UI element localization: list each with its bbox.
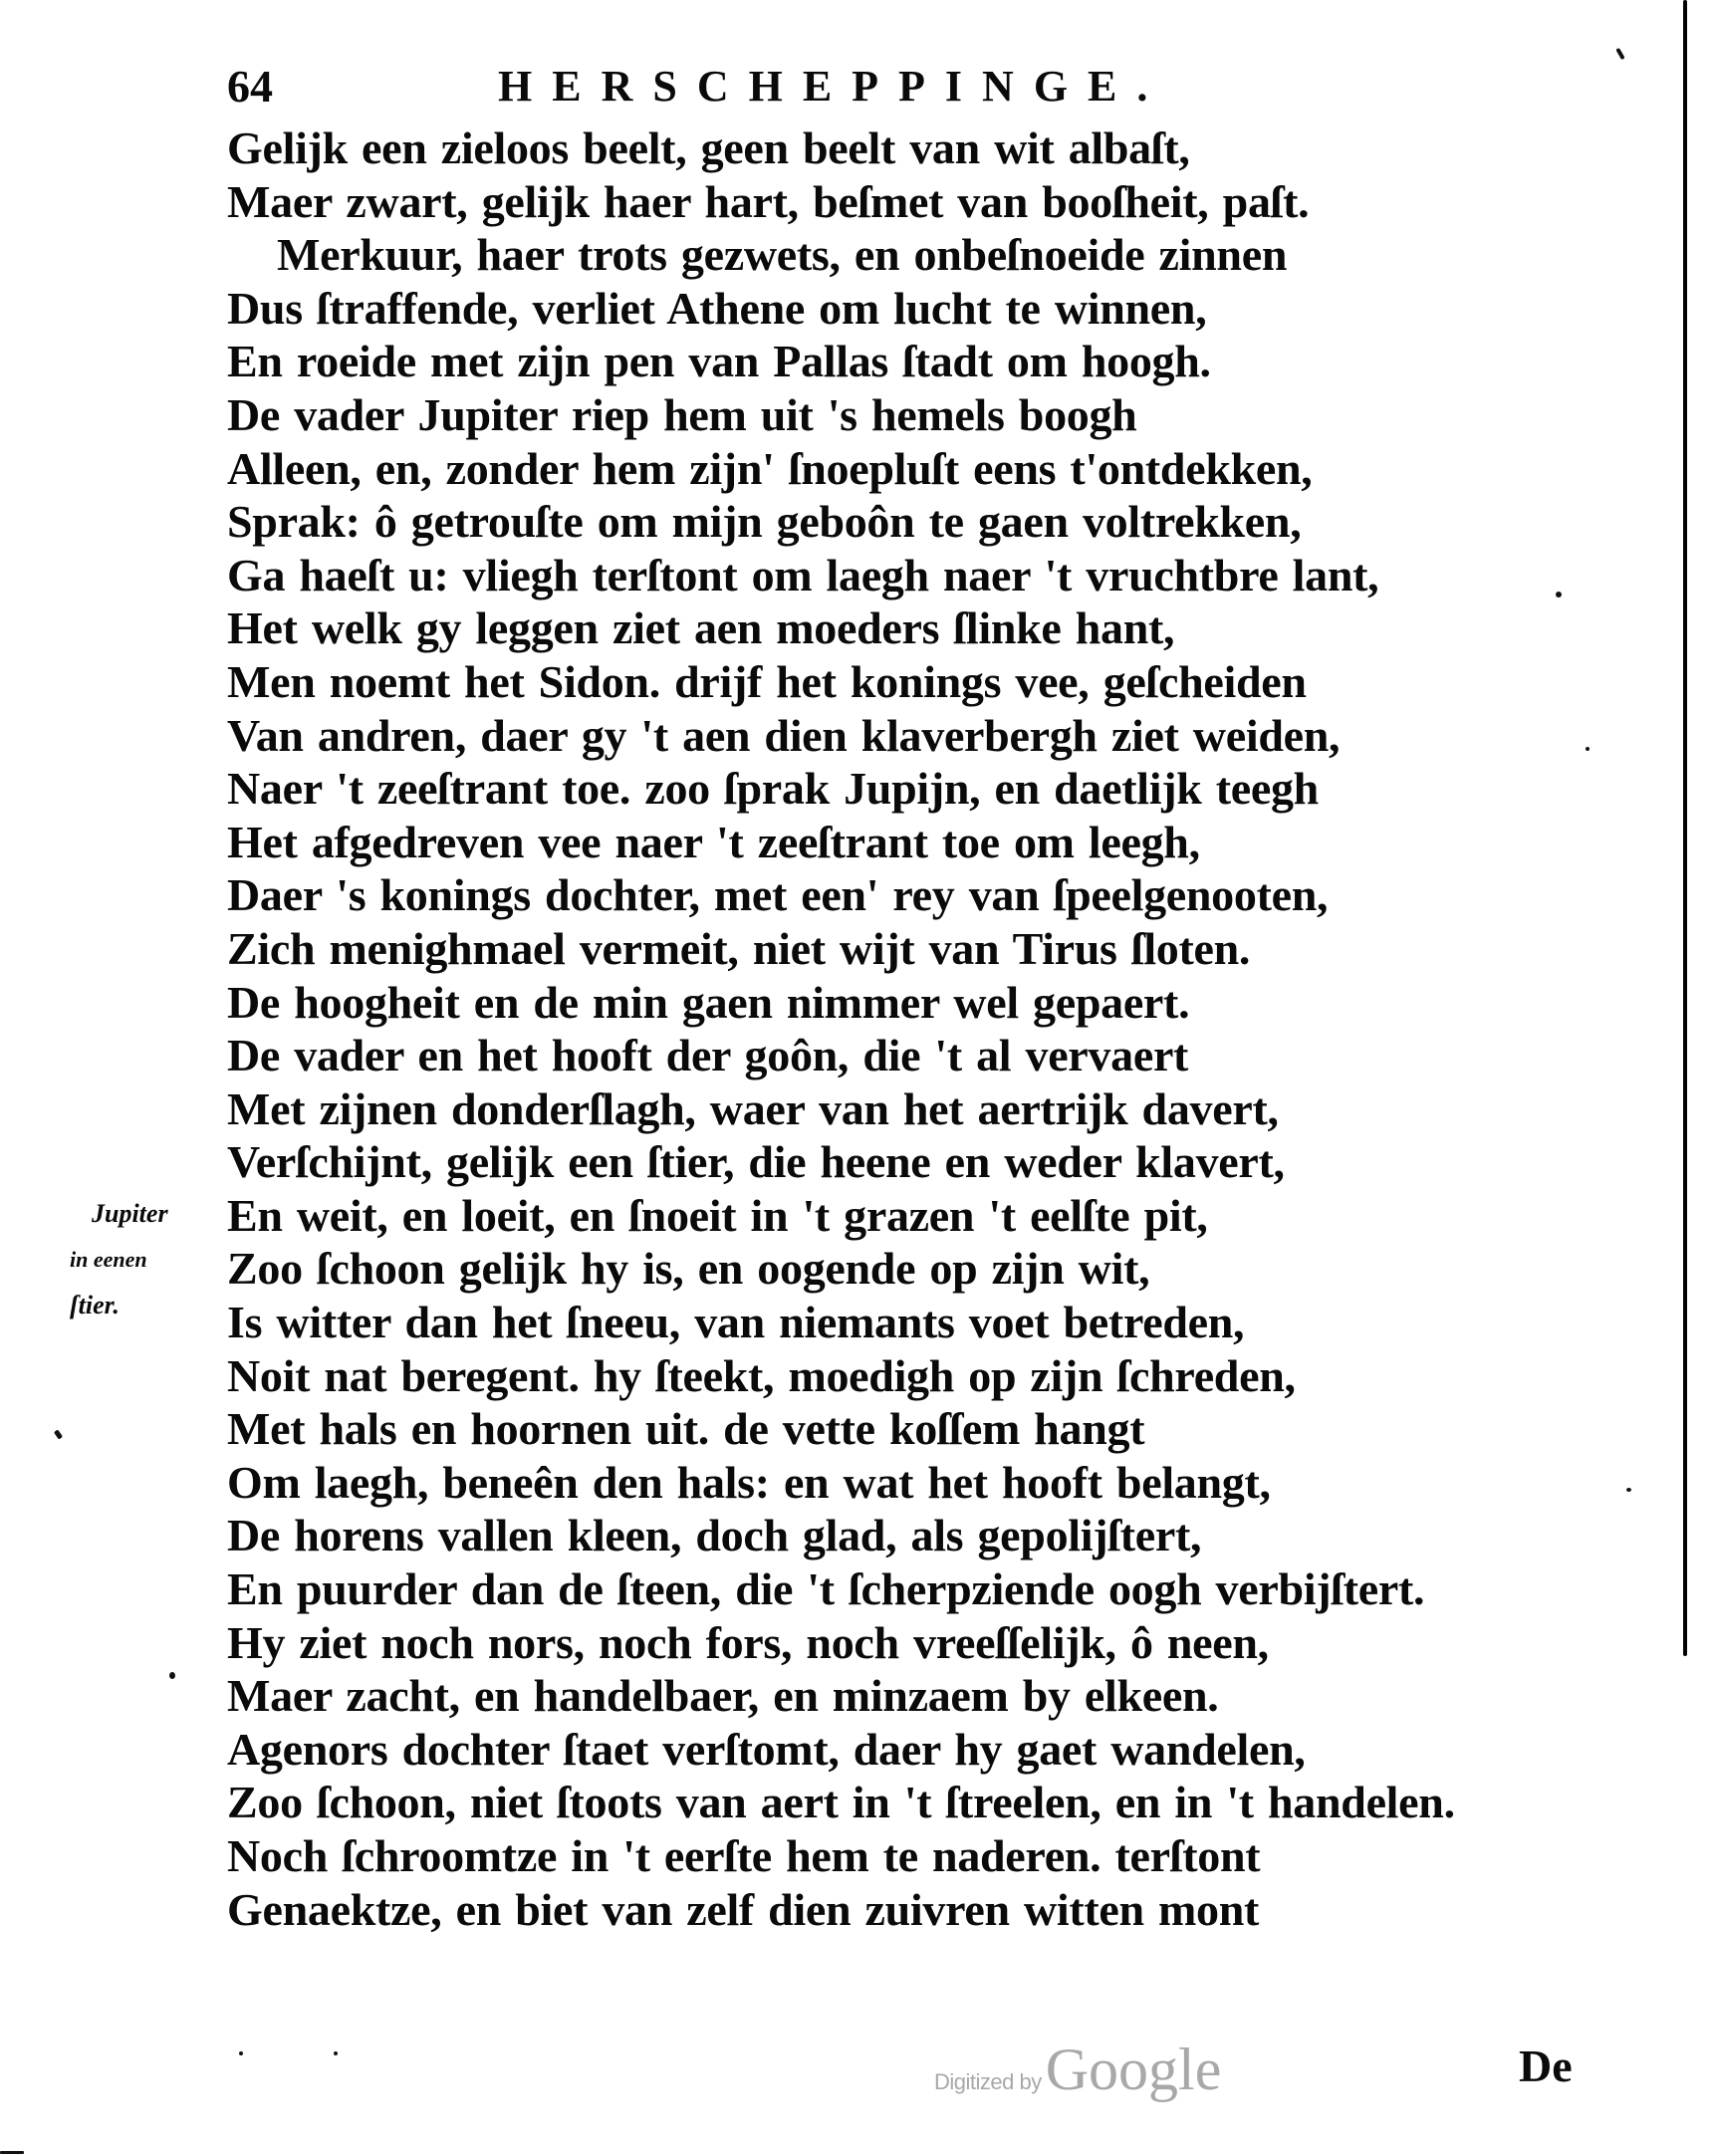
verse-line: Merkuur, haer trots gezwets, en onbeſnoeide zinnen bbox=[277, 229, 1288, 281]
watermark-prefix: Digitized by bbox=[934, 2069, 1042, 2094]
scan-speck bbox=[1626, 1488, 1631, 1492]
verse-line: Noch ſchroomtze in 't eerſte hem te naderen. terſtont bbox=[227, 1830, 1261, 1881]
verse-line: Het welk gy leggen ziet aen moeders ſlinke hant, bbox=[227, 602, 1175, 654]
marginal-note-line: ſtier. bbox=[70, 1291, 120, 1319]
marginal-note-line: in eenen bbox=[70, 1247, 147, 1272]
verse-line: Dus ſtraffende, verliet Athene om lucht te winnen, bbox=[227, 282, 1207, 334]
verse-line: Zoo ſchoon, niet ſtoots van aert in 't ſtreelen, en in 't handelen. bbox=[227, 1777, 1455, 1828]
verse-line: De vader en het hooft der goôn, die 't al vervaert bbox=[227, 1030, 1189, 1081]
verse-line: Alleen, en, zonder hem zijn' ſnoepluſt eens t'ontdekken, bbox=[227, 442, 1313, 494]
verse-line: Naer 't zeeſtrant toe. zoo ſprak Jupijn, en daetlijk teegh bbox=[227, 763, 1319, 815]
scan-speck bbox=[54, 1429, 63, 1439]
verse-line: De hoogheit en de min gaen nimmer wel gepaert. bbox=[227, 976, 1190, 1028]
verse-line: Verſchijnt, gelijk een ſtier, die heene en weder klavert, bbox=[227, 1136, 1285, 1188]
verse-line: En roeide met zijn pen van Pallas ſtadt om hoogh. bbox=[227, 336, 1211, 387]
verse-line: Maer zwart, gelijk haer hart, beſmet van booſheit, paſt. bbox=[227, 175, 1310, 227]
marginal-note bbox=[70, 1191, 219, 1328]
running-title: HERSCHEPPINGE. bbox=[498, 62, 1168, 111]
running-head bbox=[227, 62, 1362, 112]
google-logo-text: Google bbox=[1045, 2036, 1222, 2102]
verse-line: Zoo ſchoon gelijk hy is, en oogende op zijn wit, bbox=[227, 1243, 1150, 1295]
digitized-by-google-watermark bbox=[934, 2036, 1222, 2109]
verse-line: Met hals en hoornen uit. de vette koſſem hangt bbox=[227, 1403, 1145, 1455]
catchword: De bbox=[1519, 2040, 1573, 2091]
verse-line: Van andren, daer gy 't aen dien klaverbergh ziet weiden, bbox=[227, 709, 1341, 761]
verse-line: De horens vallen kleen, doch glad, als gepolijſtert, bbox=[227, 1510, 1202, 1561]
verse-line: Ga haeſt u: vliegh terſtont om laegh naer 't vruchtbre lant, bbox=[227, 549, 1379, 600]
scan-speck bbox=[169, 1672, 175, 1679]
verse-line: Het afgedreven vee naer 't zeeſtrant toe om leegh, bbox=[227, 816, 1200, 867]
scan-speck bbox=[1556, 592, 1562, 598]
verse-line: Hy ziet noch nors, noch fors, noch vreeſſelijk, ô neen, bbox=[227, 1616, 1269, 1668]
scan-speck bbox=[239, 2051, 243, 2055]
verse-line: En weit, en loeit, en ſnoeit in 't grazen 't eelſte pit, bbox=[227, 1189, 1208, 1241]
verse-line: Sprak: ô getrouſte om mijn geboôn te gaen voltrekken, bbox=[227, 496, 1302, 548]
page-edge-line bbox=[1683, 0, 1687, 1656]
verse-line: Daer 's konings dochter, met een' rey van ſpeelgenooten, bbox=[227, 869, 1329, 921]
scan-speck bbox=[334, 2051, 338, 2055]
verse-line: Agenors dochter ſtaet verſtomt, daer hy gaet wandelen, bbox=[227, 1723, 1306, 1775]
verse-line: Noit nat beregent. hy ſteekt, moedigh op zijn ſchreden, bbox=[227, 1349, 1296, 1401]
verse-line: Met zijnen donderſlagh, waer van het aertrijk davert, bbox=[227, 1082, 1279, 1134]
page-number: 64 bbox=[227, 61, 273, 112]
verse-line: Men noemt het Sidon. drijf het konings vee, geſcheiden bbox=[227, 655, 1307, 707]
scan-speck bbox=[1615, 48, 1624, 60]
marginal-note-line: Jupiter bbox=[92, 1199, 168, 1228]
verse-line: Zich menighmael vermeit, niet wijt van Tirus ſloten. bbox=[227, 922, 1251, 974]
verse-line: De vader Jupiter riep hem uit 's hemels boogh bbox=[227, 388, 1137, 440]
scan-speck bbox=[1586, 747, 1590, 751]
scan-speck bbox=[0, 2151, 24, 2154]
verse-text bbox=[227, 121, 1621, 1936]
verse-line: Is witter dan het ſneeu, van niemants voet betreden, bbox=[227, 1297, 1245, 1348]
verse-line: Gelijk een zieloos beelt, geen beelt van wit albaſt, bbox=[227, 122, 1190, 173]
verse-line: Genaektze, en biet van zelf dien zuivren witten mont bbox=[227, 1883, 1260, 1935]
verse-line: Om laegh, beneên den hals: en wat het hooft belangt, bbox=[227, 1456, 1271, 1508]
verse-line: Maer zacht, en handelbaer, en minzaem by elkeen. bbox=[227, 1670, 1219, 1722]
verse-line: En puurder dan de ſteen, die 't ſcherpziende oogh verbijſtert. bbox=[227, 1563, 1425, 1615]
